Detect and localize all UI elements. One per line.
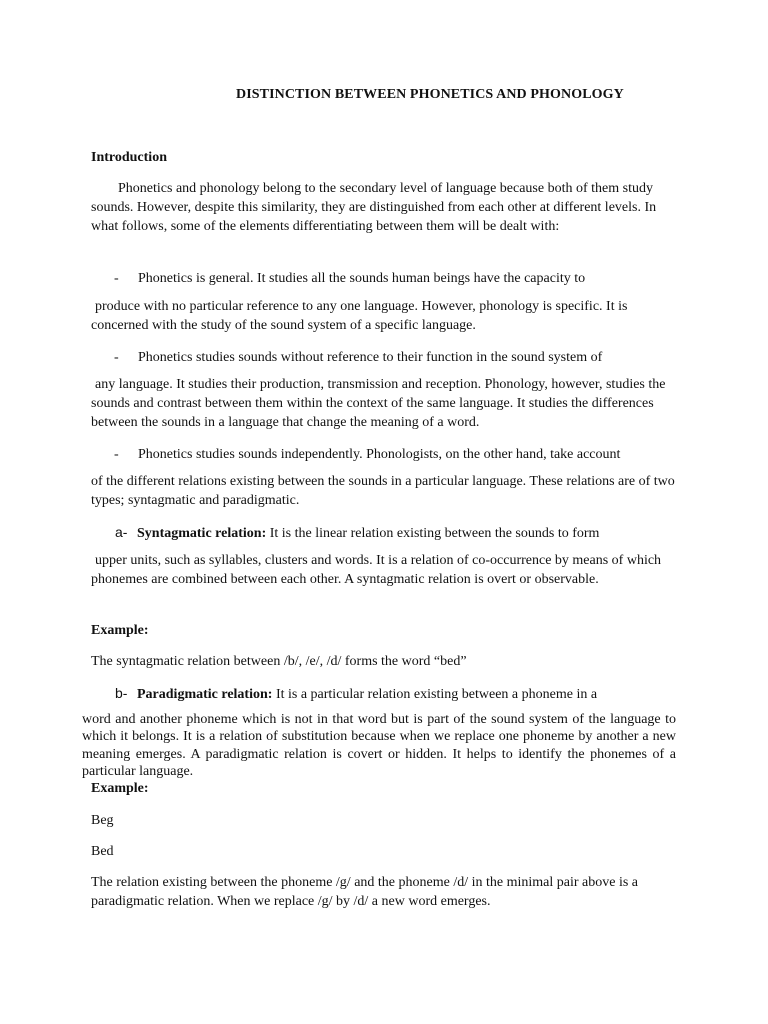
syntagmatic-term: Syntagmatic relation:: [137, 526, 267, 541]
syntagmatic-first-line: [115, 523, 599, 543]
bullet-3-first-line: [114, 445, 620, 464]
paradigmatic-marker: b-: [115, 685, 128, 701]
paradigmatic-continuation: word and another phoneme which is not in that word but is part of the sound system of the language to which it belongs. It is a relation of substitution because when we replace one phoneme by another a new meaning emerges. A paradigmatic relation is covert or hidden. It helps to identify the phonemes of a particular language.: [82, 712, 676, 779]
bullet-3-continuation: of the different relations existing between the sounds in a particular language. These relations are of two types; syntagmatic and paradigmatic.: [91, 474, 675, 508]
dash-marker: -: [114, 271, 119, 286]
bullet-2-first-line: [114, 348, 602, 367]
intro-paragraph: Phonetics and phonology belong to the secondary level of language because both of them study sounds. However, despite this similarity, they are distinguished from each other at different levels. In what follows, some of the elements differentiating between them will be dealt with:: [91, 181, 657, 234]
syntagmatic-marker: a-: [115, 524, 128, 540]
dash-marker: -: [114, 350, 119, 365]
example-word-bed: Bed: [91, 844, 114, 859]
bullet-1-first-line: [114, 269, 585, 288]
example-word-beg: Beg: [91, 813, 114, 828]
paradigmatic-closing-paragraph: The relation existing between the phoneme /g/ and the phoneme /d/ in the minimal pair above is a paradigmatic relation. When we replace /g/ by /d/ a new word emerges.: [91, 875, 639, 909]
bullet-2-continuation: any language. It studies their production, transmission and reception. Phonology, however, studies the sounds and contrast between them within the context of the same language. It studies the differences between the sounds in a language that change the meaning of a word.: [91, 377, 666, 430]
syntagmatic-example-heading: Example:: [91, 623, 149, 638]
bullet-2-text: Phonetics studies sounds without reference to their function in the sound system of: [138, 350, 603, 365]
intro-heading: Introduction: [91, 150, 167, 165]
document-title: DISTINCTION BETWEEN PHONETICS AND PHONOLOGY: [236, 87, 624, 102]
paradigmatic-definition: It is a particular relation existing between a phoneme in a: [272, 687, 598, 702]
syntagmatic-definition: It is the linear relation existing between the sounds to form: [266, 526, 600, 541]
bullet-3-text: Phonetics studies sounds independently. Phonologists, on the other hand, take account: [138, 447, 621, 462]
paradigmatic-first-line: [115, 684, 597, 704]
paradigmatic-example-heading: Example:: [91, 781, 149, 796]
syntagmatic-example-text: The syntagmatic relation between /b/, /e/, /d/ forms the word “bed”: [91, 654, 467, 669]
paradigmatic-term: Paradigmatic relation:: [137, 687, 273, 702]
bullet-1-continuation: produce with no particular reference to any one language. However, phonology is specific. It is concerned with the study of the sound system of a specific language.: [91, 299, 628, 333]
dash-marker: -: [114, 447, 119, 462]
syntagmatic-continuation: upper units, such as syllables, clusters and words. It is a relation of co-occurrence by means of which phonemes are combined between each other. A syntagmatic relation is overt or observable.: [91, 553, 662, 587]
bullet-1-text: Phonetics is general. It studies all the sounds human beings have the capacity to: [138, 271, 586, 286]
